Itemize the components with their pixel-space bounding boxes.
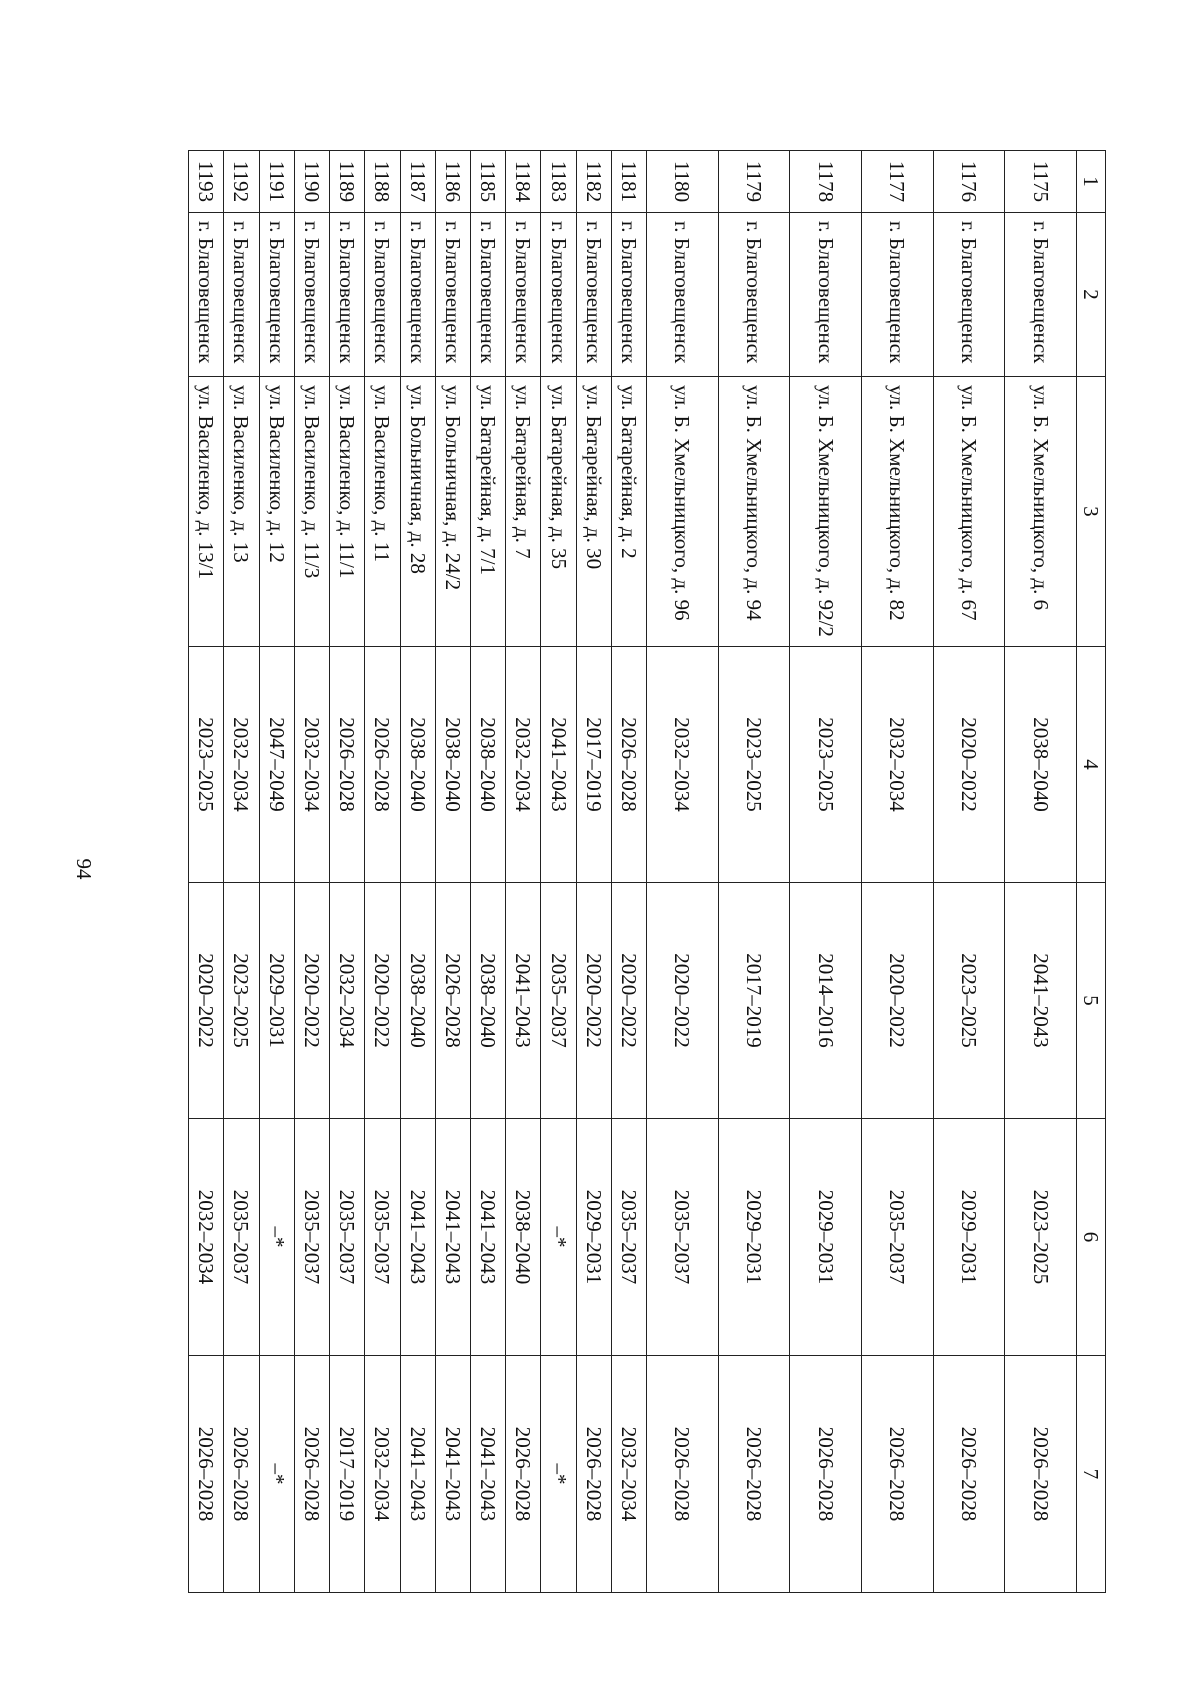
row-number-cell: 1189: [330, 151, 365, 213]
table-row: [576, 151, 611, 1593]
period-col5-cell: 2020–2022: [294, 883, 329, 1119]
city-cell: г. Благовещенск: [718, 213, 790, 377]
period-col7-cell: –*: [259, 1356, 294, 1593]
period-col6-cell: –*: [541, 1119, 576, 1356]
period-col6-cell: 2035–2037: [224, 1119, 259, 1356]
column-header: 5: [1077, 883, 1106, 1119]
table-row: [506, 151, 541, 1593]
row-number-cell: 1183: [541, 151, 576, 213]
period-col5-cell: 2038–2040: [400, 883, 435, 1119]
period-col6-cell: 2023–2025: [1005, 1119, 1077, 1356]
column-header: 1: [1077, 151, 1106, 213]
address-cell: ул. Василенко, д. 12: [259, 377, 294, 647]
city-cell: г. Благовещенск: [470, 213, 505, 377]
period-col5-cell: 2023–2025: [933, 883, 1005, 1119]
city-cell: г. Благовещенск: [189, 213, 224, 377]
city-cell: г. Благовещенск: [647, 213, 719, 377]
period-col5-cell: 2020–2022: [189, 883, 224, 1119]
rotated-table-container: [188, 150, 1106, 1592]
table-row: [189, 151, 224, 1593]
city-cell: г. Благовещенск: [365, 213, 400, 377]
table-row: [259, 151, 294, 1593]
period-col7-cell: 2026–2028: [718, 1356, 790, 1593]
period-col5-cell: 2038–2040: [470, 883, 505, 1119]
period-col7-cell: 2041–2043: [470, 1356, 505, 1593]
address-cell: ул. Василенко, д. 11/3: [294, 377, 329, 647]
period-col5-cell: 2020–2022: [365, 883, 400, 1119]
period-col6-cell: 2038–2040: [506, 1119, 541, 1356]
period-col6-cell: –*: [259, 1119, 294, 1356]
period-col6-cell: 2035–2037: [365, 1119, 400, 1356]
city-cell: г. Благовещенск: [541, 213, 576, 377]
period-col7-cell: 2041–2043: [400, 1356, 435, 1593]
address-cell: ул. Б. Хмельницкого, д. 92/2: [790, 377, 862, 647]
row-number-cell: 1186: [435, 151, 470, 213]
table-row: [862, 151, 934, 1593]
row-number-cell: 1175: [1005, 151, 1077, 213]
table-row: [400, 151, 435, 1593]
row-number-cell: 1177: [862, 151, 934, 213]
address-cell: ул. Батарейная, д. 7/1: [470, 377, 505, 647]
address-cell: ул. Василенко, д. 11/1: [330, 377, 365, 647]
period-col7-cell: 2032–2034: [365, 1356, 400, 1593]
table-row: [790, 151, 862, 1593]
row-number-cell: 1191: [259, 151, 294, 213]
period-col7-cell: 2026–2028: [294, 1356, 329, 1593]
table-row: [718, 151, 790, 1593]
address-cell: ул. Больничная, д. 24/2: [435, 377, 470, 647]
period-col4-cell: 2020–2022: [933, 647, 1005, 883]
table-row: [224, 151, 259, 1593]
period-col6-cell: 2041–2043: [470, 1119, 505, 1356]
city-cell: г. Благовещенск: [259, 213, 294, 377]
period-col4-cell: 2026–2028: [365, 647, 400, 883]
period-col7-cell: 2026–2028: [224, 1356, 259, 1593]
city-cell: г. Благовещенск: [611, 213, 646, 377]
address-cell: ул. Василенко, д. 11: [365, 377, 400, 647]
column-header: 7: [1077, 1356, 1106, 1593]
row-number-cell: 1176: [933, 151, 1005, 213]
row-number-cell: 1185: [470, 151, 505, 213]
column-header: 6: [1077, 1119, 1106, 1356]
period-col7-cell: 2026–2028: [647, 1356, 719, 1593]
period-col4-cell: 2032–2034: [506, 647, 541, 883]
period-col7-cell: 2026–2028: [933, 1356, 1005, 1593]
row-number-cell: 1179: [718, 151, 790, 213]
period-col7-cell: 2017–2019: [330, 1356, 365, 1593]
column-header: 4: [1077, 647, 1106, 883]
table-row: [1005, 151, 1077, 1593]
housing-registry-table: [188, 150, 1106, 1593]
period-col4-cell: 2038–2040: [470, 647, 505, 883]
period-col7-cell: –*: [541, 1356, 576, 1593]
period-col4-cell: 2023–2025: [790, 647, 862, 883]
period-col7-cell: 2026–2028: [506, 1356, 541, 1593]
city-cell: г. Благовещенск: [576, 213, 611, 377]
period-col6-cell: 2035–2037: [294, 1119, 329, 1356]
table-row: [365, 151, 400, 1593]
period-col6-cell: 2041–2043: [400, 1119, 435, 1356]
period-col5-cell: 2020–2022: [862, 883, 934, 1119]
period-col4-cell: 2026–2028: [330, 647, 365, 883]
period-col6-cell: 2035–2037: [647, 1119, 719, 1356]
address-cell: ул. Б. Хмельницкого, д. 94: [718, 377, 790, 647]
table-row: [330, 151, 365, 1593]
table-row: [611, 151, 646, 1593]
period-col6-cell: 2029–2031: [718, 1119, 790, 1356]
address-cell: ул. Б. Хмельницкого, д. 67: [933, 377, 1005, 647]
period-col7-cell: 2026–2028: [189, 1356, 224, 1593]
row-number-cell: 1178: [790, 151, 862, 213]
period-col4-cell: 2023–2025: [718, 647, 790, 883]
address-cell: ул. Б. Хмельницкого, д. 82: [862, 377, 934, 647]
period-col4-cell: 2032–2034: [224, 647, 259, 883]
period-col6-cell: 2032–2034: [189, 1119, 224, 1356]
address-cell: ул. Василенко, д. 13/1: [189, 377, 224, 647]
period-col7-cell: 2026–2028: [862, 1356, 934, 1593]
period-col5-cell: 2026–2028: [435, 883, 470, 1119]
period-col7-cell: 2041–2043: [435, 1356, 470, 1593]
row-number-cell: 1193: [189, 151, 224, 213]
table-row: [933, 151, 1005, 1593]
period-col5-cell: 2020–2022: [576, 883, 611, 1119]
period-col5-cell: 2023–2025: [224, 883, 259, 1119]
table-row: [435, 151, 470, 1593]
period-col6-cell: 2035–2037: [862, 1119, 934, 1356]
city-cell: г. Благовещенск: [933, 213, 1005, 377]
city-cell: г. Благовещенск: [435, 213, 470, 377]
period-col4-cell: 2038–2040: [435, 647, 470, 883]
period-col4-cell: 2026–2028: [611, 647, 646, 883]
address-cell: ул. Б. Хмельницкого, д. 6: [1005, 377, 1077, 647]
period-col5-cell: 2017–2019: [718, 883, 790, 1119]
period-col7-cell: 2026–2028: [790, 1356, 862, 1593]
period-col5-cell: 2029–2031: [259, 883, 294, 1119]
row-number-cell: 1184: [506, 151, 541, 213]
period-col4-cell: 2023–2025: [189, 647, 224, 883]
table-row: [647, 151, 719, 1593]
period-col4-cell: 2032–2034: [294, 647, 329, 883]
page-number: 94: [72, 858, 96, 880]
city-cell: г. Благовещенск: [862, 213, 934, 377]
period-col5-cell: 2020–2022: [611, 883, 646, 1119]
column-header: 3: [1077, 377, 1106, 647]
city-cell: г. Благовещенск: [790, 213, 862, 377]
period-col4-cell: 2047–2049: [259, 647, 294, 883]
period-col5-cell: 2020–2022: [647, 883, 719, 1119]
address-cell: ул. Василенко, д. 13: [224, 377, 259, 647]
table-row: [294, 151, 329, 1593]
address-cell: ул. Батарейная, д. 35: [541, 377, 576, 647]
period-col5-cell: 2014–2016: [790, 883, 862, 1119]
city-cell: г. Благовещенск: [224, 213, 259, 377]
address-cell: ул. Б. Хмельницкого, д. 96: [647, 377, 719, 647]
period-col6-cell: 2041–2043: [435, 1119, 470, 1356]
address-cell: ул. Больничная, д. 28: [400, 377, 435, 647]
period-col7-cell: 2026–2028: [1005, 1356, 1077, 1593]
address-cell: ул. Батарейная, д. 30: [576, 377, 611, 647]
period-col5-cell: 2041–2043: [1005, 883, 1077, 1119]
period-col5-cell: 2041–2043: [506, 883, 541, 1119]
address-cell: ул. Батарейная, д. 2: [611, 377, 646, 647]
city-cell: г. Благовещенск: [1005, 213, 1077, 377]
city-cell: г. Благовещенск: [330, 213, 365, 377]
period-col6-cell: 2035–2037: [330, 1119, 365, 1356]
row-number-cell: 1190: [294, 151, 329, 213]
row-number-cell: 1187: [400, 151, 435, 213]
column-header: 2: [1077, 213, 1106, 377]
row-number-cell: 1192: [224, 151, 259, 213]
period-col6-cell: 2029–2031: [576, 1119, 611, 1356]
period-col6-cell: 2029–2031: [790, 1119, 862, 1356]
row-number-cell: 1182: [576, 151, 611, 213]
table-row: [541, 151, 576, 1593]
period-col5-cell: 2032–2034: [330, 883, 365, 1119]
row-number-cell: 1180: [647, 151, 719, 213]
city-cell: г. Благовещенск: [506, 213, 541, 377]
city-cell: г. Благовещенск: [294, 213, 329, 377]
period-col4-cell: 2041–2043: [541, 647, 576, 883]
period-col4-cell: 2032–2034: [862, 647, 934, 883]
period-col5-cell: 2035–2037: [541, 883, 576, 1119]
row-number-cell: 1188: [365, 151, 400, 213]
table-row: [470, 151, 505, 1593]
period-col7-cell: 2032–2034: [611, 1356, 646, 1593]
period-col6-cell: 2035–2037: [611, 1119, 646, 1356]
period-col4-cell: 2017–2019: [576, 647, 611, 883]
period-col4-cell: 2038–2040: [1005, 647, 1077, 883]
period-col4-cell: 2038–2040: [400, 647, 435, 883]
period-col7-cell: 2026–2028: [576, 1356, 611, 1593]
period-col4-cell: 2032–2034: [647, 647, 719, 883]
row-number-cell: 1181: [611, 151, 646, 213]
city-cell: г. Благовещенск: [400, 213, 435, 377]
address-cell: ул. Батарейная, д. 7: [506, 377, 541, 647]
header-row: [1077, 151, 1106, 1593]
period-col6-cell: 2029–2031: [933, 1119, 1005, 1356]
